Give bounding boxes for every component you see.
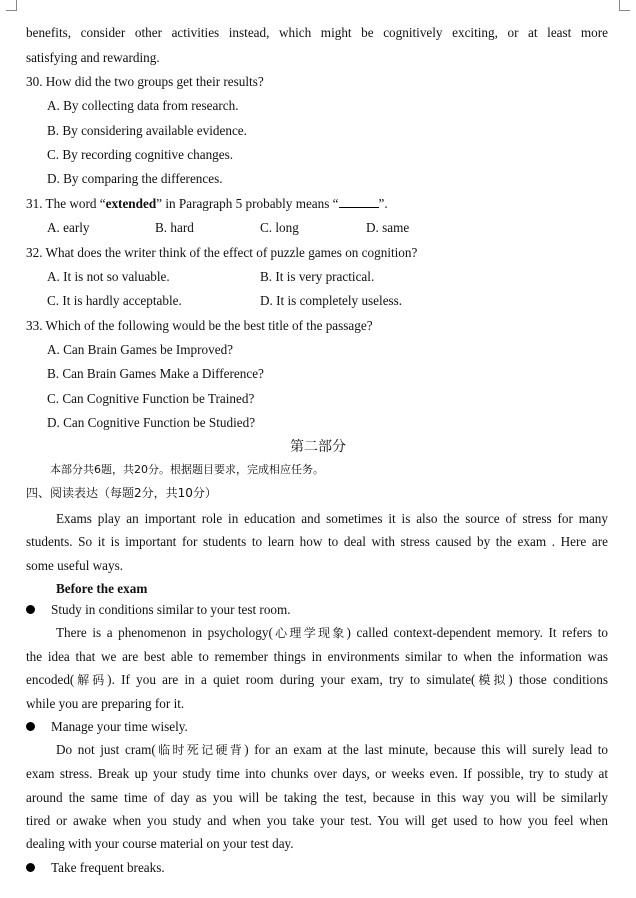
p2-l3-cjk2: 模拟 xyxy=(475,673,509,687)
bullet-dot-3 xyxy=(26,863,35,872)
p3-l1-a: Do not just cram( xyxy=(56,742,156,757)
bullet-dot-1 xyxy=(26,605,35,614)
passage-p1-line-2: students. So it is important for students to learn how to deal with stress caused by the exam . Here are xyxy=(26,534,608,549)
p2-l3-a: encoded( xyxy=(26,672,75,687)
passage-p3-line-4: tired or awake when you study and when you take your test. You will get used to how you feel when xyxy=(26,813,608,828)
bullet-dot-2 xyxy=(26,722,35,731)
passage-p3-line-3: around the same time of day as you will be taking the test, because in this way you will be similarly xyxy=(26,790,608,805)
passage-p2-line-3 xyxy=(26,671,608,689)
q31-stem-post: ” in Paragraph 5 probably means “ xyxy=(156,196,339,211)
passage-p3-line-1 xyxy=(56,741,608,759)
bullet-1-text: Study in conditions similar to your test room. xyxy=(51,602,291,617)
intro-line-2: satisfying and rewarding. xyxy=(26,50,160,65)
answer-blank xyxy=(339,196,379,208)
passage-p1-line-3: some useful ways. xyxy=(26,558,124,573)
bullet-2-text: Manage your time wisely. xyxy=(51,719,188,734)
question-31-stem xyxy=(26,195,608,213)
section-four-heading: 四、阅读表达（每题2分，共10分） xyxy=(26,486,217,500)
question-31-option-b: B. hard xyxy=(155,220,194,235)
passage-p3-line-2: exam stress. Break up your study time into chunks over days, or weeks even. If possible, try to study at xyxy=(26,766,608,781)
passage-p3-line-5: dealing with your course material on your test day. xyxy=(26,836,294,851)
question-32-stem: 32. What does the writer think of the effect of puzzle games on cognition? xyxy=(26,245,418,260)
p3-l1-b: ) for an exam at the last minute, because this will surely lead to xyxy=(244,742,608,757)
p2-l3-cjk1: 解码 xyxy=(74,673,108,687)
passage-subheading xyxy=(56,580,636,598)
crop-mark-right xyxy=(619,0,630,11)
p2-l3-b: ). If you are in a quiet room during your exam, try to simulate( xyxy=(107,672,476,687)
question-30-option-c: C. By recording cognitive changes. xyxy=(47,147,234,162)
question-30-stem: 30. How did the two groups get their results? xyxy=(26,74,264,89)
bullet-3-text: Take frequent breaks. xyxy=(51,860,165,875)
passage-p2-line-4: while you are preparing for it. xyxy=(26,696,185,711)
question-33-option-a: A. Can Brain Games be Improved? xyxy=(47,342,234,357)
question-30-option-b: B. By considering available evidence. xyxy=(47,123,247,138)
question-32-option-c: C. It is hardly acceptable. xyxy=(47,293,182,308)
question-31-option-a: A. early xyxy=(47,220,90,235)
question-32-option-b: B. It is very practical. xyxy=(260,269,375,284)
question-33-option-b: B. Can Brain Games Make a Difference? xyxy=(47,366,264,381)
question-30-option-d: D. By comparing the differences. xyxy=(47,171,223,186)
intro-line-1: benefits, consider other activities instead, which might be cognitively exciting, or at least more xyxy=(26,25,608,40)
q31-key-word: extended xyxy=(105,196,157,211)
question-33-option-c: C. Can Cognitive Function be Trained? xyxy=(47,391,255,406)
q31-stem-end: ”. xyxy=(378,196,388,211)
p2-l1-cjk: 心理学现象 xyxy=(272,626,347,640)
p2-l3-c: ) those conditions xyxy=(508,672,608,687)
question-31-option-c: C. long xyxy=(260,220,299,235)
subheading-text: Before the exam xyxy=(56,581,148,596)
question-33-stem: 33. Which of the following would be the best title of the passage? xyxy=(26,318,373,333)
question-32-option-a: A. It is not so valuable. xyxy=(47,269,170,284)
q31-stem-pre: 31. The word “ xyxy=(26,196,106,211)
crop-mark-left xyxy=(6,0,17,11)
question-31-option-d: D. same xyxy=(366,220,410,235)
question-32-option-d: D. It is completely useless. xyxy=(260,293,403,308)
p2-l1-b: ) called context-dependent memory. It refers to xyxy=(346,625,608,640)
p2-l1-a: There is a phenomenon in psychology( xyxy=(56,625,273,640)
passage-p2-line-2: the idea that we are best able to remember things in environments similar to when the information was xyxy=(26,649,608,664)
question-33-option-d: D. Can Cognitive Function be Studied? xyxy=(47,415,256,430)
part-two-note: 本部分共6题，共20分。根据题目要求，完成相应任务。 xyxy=(50,463,324,476)
part-two-title: 第二部分 xyxy=(290,439,346,455)
p3-l1-cjk: 临时死记硬背 xyxy=(155,743,245,757)
question-30-option-a: A. By collecting data from research. xyxy=(47,98,239,113)
passage-p1-line-1: Exams play an important role in education and sometimes it is also the source of stress for many xyxy=(56,511,608,526)
passage-p2-line-1 xyxy=(56,624,608,642)
